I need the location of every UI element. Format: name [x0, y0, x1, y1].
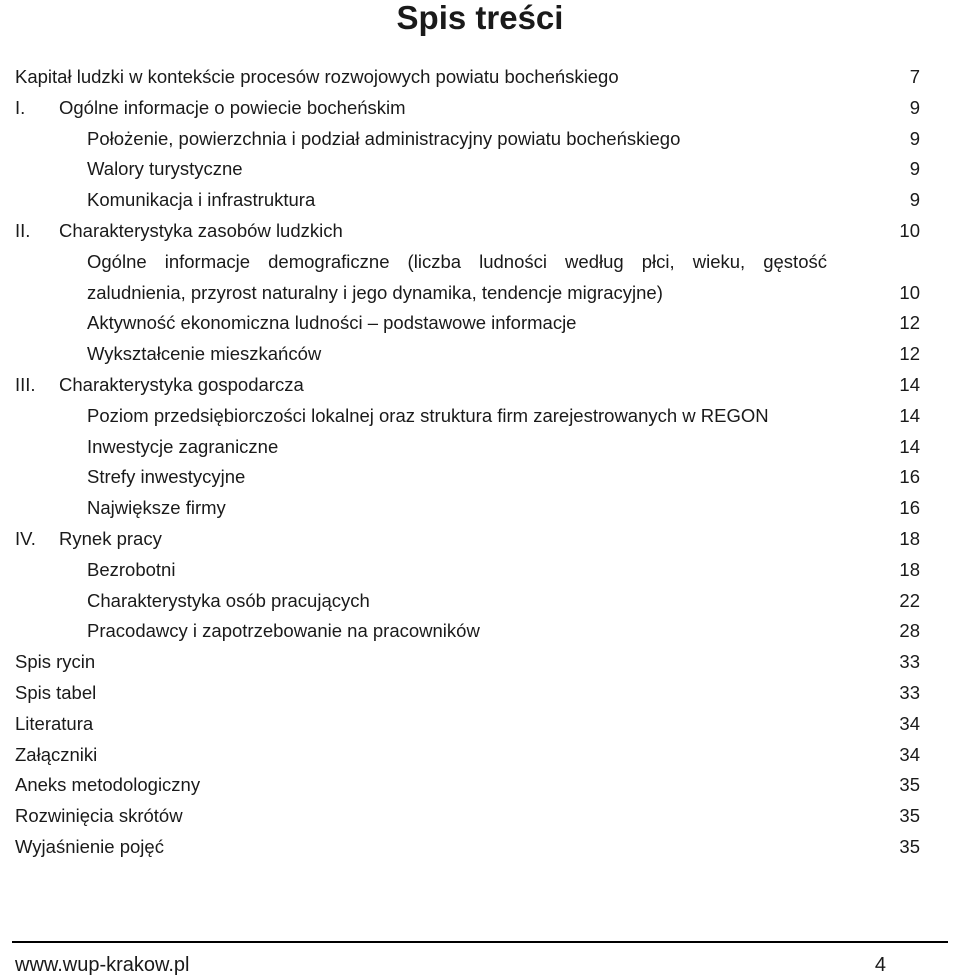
toc-entry-number: IV.	[15, 528, 36, 549]
toc-entry-label: Charakterystyka zasobów ludzkich	[59, 220, 343, 241]
toc-entry-label: Załączniki	[15, 743, 98, 765]
toc-entry[interactable]	[0, 524, 960, 555]
toc-entry[interactable]	[0, 647, 960, 678]
toc-entry-label: Bezrobotni	[87, 558, 176, 580]
toc-entry-page: 34	[899, 743, 920, 765]
toc-entry-page: 35	[899, 836, 920, 857]
toc-entry-page: 16	[899, 497, 920, 519]
toc-entry-page: 35	[899, 774, 920, 796]
toc-entry-number: II.	[15, 220, 31, 241]
toc-entry-page: 16	[899, 466, 920, 488]
toc-entry-label: Ogólne informacje demograficzne (liczba ludności według płci, wieku, gęstość	[87, 250, 827, 272]
toc-entry-page: 14	[899, 374, 920, 395]
toc-entry[interactable]	[0, 124, 960, 155]
footer-page-number: 4	[874, 954, 886, 976]
toc-entry[interactable]	[0, 308, 960, 339]
toc-entry-number: III.	[15, 374, 36, 395]
toc-entry-page: 33	[899, 651, 920, 673]
toc-entry-page: 10	[899, 281, 920, 303]
toc-entry[interactable]	[0, 93, 960, 124]
toc-entry-label: Największe firmy	[87, 497, 226, 519]
toc-entry-page: 28	[899, 620, 920, 642]
toc-entry-page: 34	[899, 712, 920, 734]
toc-entry-page: 9	[909, 189, 920, 211]
toc-entry-label: Pracodawcy i zapotrzebowanie na pracowników	[87, 620, 480, 642]
footer-divider	[12, 941, 948, 943]
toc-entry-label: Poziom przedsiębiorczości lokalnej oraz struktura firm zarejestrowanych w REGON	[87, 404, 769, 426]
toc-entry-page: 12	[899, 312, 920, 334]
toc-entry-label: Charakterystyka gospodarcza	[59, 374, 304, 395]
toc-entry-label: Wykształcenie mieszkańców	[87, 343, 322, 365]
toc-entry[interactable]	[0, 432, 960, 463]
toc-entry[interactable]	[0, 278, 960, 309]
toc-entry-label: Kapitał ludzki w kontekście procesów rozwojowych powiatu bocheńskiego	[15, 66, 619, 87]
toc-entry-page: 14	[899, 404, 920, 426]
toc-entry[interactable]	[0, 678, 960, 709]
toc-entry-label: Położenie, powierzchnia i podział administracyjny powiatu bocheńskiego	[87, 127, 681, 149]
toc-entry-label: Rozwinięcia skrótów	[15, 805, 183, 827]
toc-entry[interactable]	[0, 185, 960, 216]
toc-entry-label: zaludnienia, przyrost naturalny i jego dynamika, tendencje migracyjne)	[87, 281, 663, 303]
toc-entry-label: Aneks metodologiczny	[15, 774, 201, 796]
toc-entry-label: Komunikacja i infrastruktura	[87, 189, 316, 211]
toc-entry-page: 18	[899, 528, 920, 549]
toc-entry[interactable]	[0, 709, 960, 740]
toc-entry[interactable]	[0, 62, 960, 93]
toc-entry-label: Strefy inwestycyjne	[87, 466, 246, 488]
toc-entry-label: Aktywność ekonomiczna ludności – podstawowe informacje	[87, 312, 577, 334]
toc-entry[interactable]	[0, 586, 960, 617]
toc-entry-page: 9	[909, 127, 920, 149]
toc-entry[interactable]	[0, 462, 960, 493]
toc-entry[interactable]	[0, 154, 960, 185]
toc-entry[interactable]	[0, 493, 960, 524]
toc-entry-label: Inwestycje zagraniczne	[87, 435, 279, 457]
toc-entry-label: Literatura	[15, 712, 94, 734]
toc-entry-page: 33	[899, 682, 920, 703]
toc-entry[interactable]	[0, 832, 960, 863]
page-title: Spis treści	[396, 0, 564, 36]
toc-entry[interactable]	[0, 801, 960, 832]
toc-entry-page: 18	[899, 558, 920, 580]
toc-entry[interactable]	[0, 401, 960, 432]
footer-website-link[interactable]: www.wup-krakow.pl	[15, 954, 190, 976]
toc-entry-page: 14	[899, 435, 920, 457]
toc-entry-label: Ogólne informacje o powiecie bocheńskim	[59, 96, 406, 118]
toc-entry-label: Charakterystyka osób pracujących	[87, 589, 370, 611]
toc-entry-page: 9	[909, 158, 920, 180]
toc-entry[interactable]	[0, 370, 960, 401]
toc-entry[interactable]	[0, 770, 960, 801]
toc-entry[interactable]	[0, 247, 960, 278]
toc-entry[interactable]	[0, 740, 960, 771]
toc-entry-page: 7	[909, 66, 920, 87]
toc-entry[interactable]	[0, 555, 960, 586]
toc-entry-label: Walory turystyczne	[87, 158, 243, 180]
toc-entry-number: I.	[15, 96, 26, 118]
toc-entry-page: 9	[909, 96, 920, 118]
toc-entry-page: 22	[899, 589, 920, 611]
toc-entry-page: 12	[899, 343, 920, 365]
toc-entry-label: Wyjaśnienie pojęć	[15, 836, 164, 857]
toc-entry[interactable]	[0, 216, 960, 247]
toc-entry-label: Spis tabel	[15, 682, 97, 703]
toc-entry-label: Rynek pracy	[59, 528, 162, 549]
toc-entry-page: 35	[899, 805, 920, 827]
toc-entry-label: Spis rycin	[15, 651, 96, 673]
toc-entry-page: 10	[899, 220, 920, 241]
toc-entry[interactable]	[0, 616, 960, 647]
toc-entry[interactable]	[0, 339, 960, 370]
